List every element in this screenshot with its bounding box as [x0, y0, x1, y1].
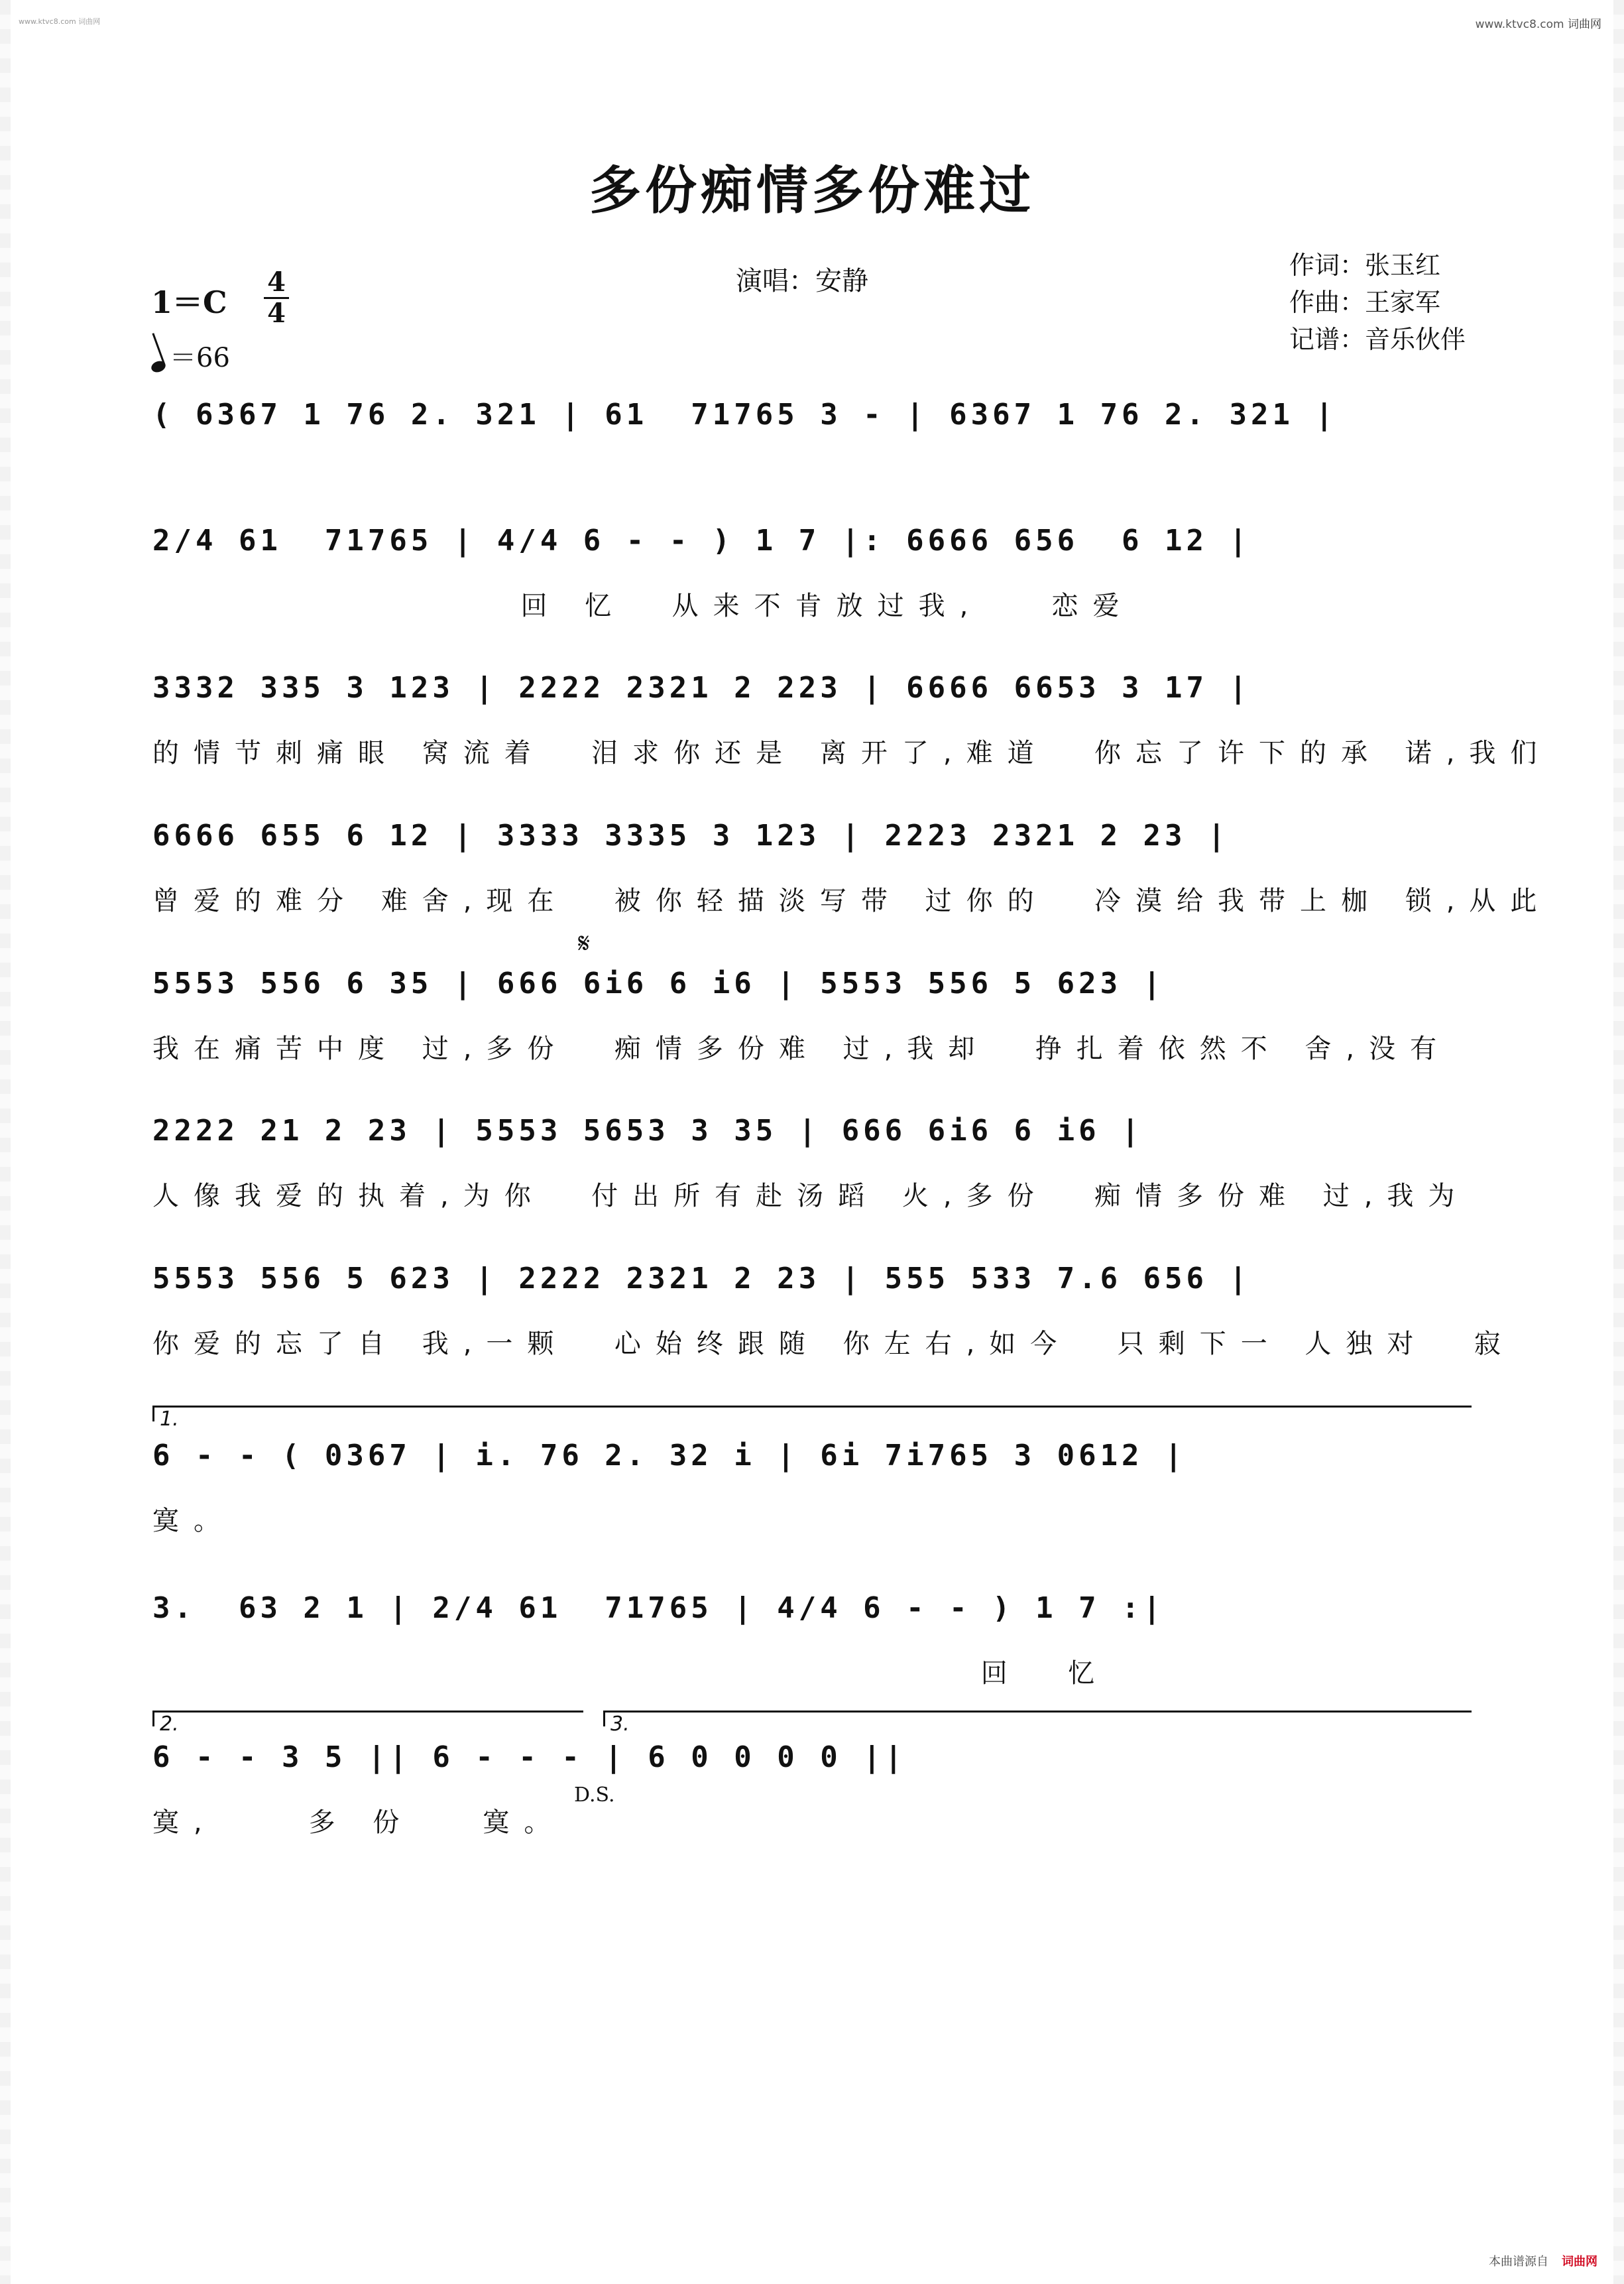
lyricist-credit: 作词：张玉红	[1289, 251, 1441, 280]
staff-row-6	[152, 1114, 1472, 1211]
notes-line: ( 6367 1 76 2. 321 | 61 71765 3 - | 6367 1 76 2. 321 |	[152, 398, 1337, 432]
staff-row-10	[152, 1740, 1472, 1838]
volta-2-bracket: 2.	[152, 1711, 583, 1726]
lyrics-line: 回 忆 从来不肯放过我, 恋爱	[152, 591, 1134, 621]
volta-3-bracket: 3.	[603, 1711, 1472, 1726]
notes-line: 5553 556 6 35 | 666 6i6 6 i6 | 5553 556 5 623 |	[152, 967, 1165, 1000]
left-watermark-strip	[0, 0, 11, 2284]
lyrics-line: 的情节刺痛眼 窝流着 泪求你还是 离开了,难道 你忘了许下的承 诺,我们	[152, 738, 1552, 768]
staff-row-8	[152, 1439, 1472, 1536]
footer-site-logo: 词曲网	[1562, 2255, 1597, 2269]
lyrics-line: 回 忆	[152, 1658, 1110, 1689]
footer-source-text: 本曲谱源自	[1489, 2255, 1548, 2269]
staff-row-1	[152, 398, 1472, 492]
top-right-watermark	[1476, 15, 1601, 31]
notes-line: 3332 335 3 123 | 2222 2321 2 223 | 6666 6653 3 17 |	[152, 671, 1251, 705]
notes-line: 3. 63 2 1 | 2/4 61 71765 | 4/4 6 - - ) 1 7 :|	[152, 1591, 1165, 1625]
staff-row-7	[152, 1262, 1515, 1359]
song-title: 多份痴情多份难过	[589, 160, 1035, 221]
time-signature-bottom: 4	[264, 297, 289, 328]
volta-1-bracket: 1.	[152, 1406, 1472, 1421]
lyrics-line: 寞。	[152, 1506, 235, 1536]
watermark-site: 词曲网	[1568, 18, 1601, 31]
lyrics-line: 寞, 多 份 寞。	[152, 1807, 565, 1838]
staff-row-4	[152, 819, 1552, 916]
quarter-note-icon	[150, 359, 167, 375]
time-signature-top: 4	[267, 267, 286, 298]
staff-row-3	[152, 671, 1552, 768]
key-signature: 1＝C	[151, 284, 227, 320]
right-watermark-strip	[1613, 0, 1624, 2284]
lyrics-line: 曾爱的难分 难舍,现在 被你轻描淡写带 过你的 冷漠给我带上枷 锁,从此	[152, 886, 1552, 916]
footer-source	[1489, 2252, 1597, 2269]
segno-sign: 𝄋	[578, 927, 591, 959]
staff-row-9	[152, 1591, 1472, 1689]
watermark-url: www.ktvc8.com	[1475, 18, 1564, 31]
notes-line: 6 - - 3 5 || 6 - - - | 6 0 0 0 0 ||	[152, 1740, 907, 1774]
lyrics-line: 我在痛苦中度 过,多份 痴情多份难 过,我却 挣扎着依然不 舍,没有	[152, 1034, 1452, 1064]
dal-segno-marking: D.S.	[574, 1783, 615, 1807]
notes-line: 6 - - ( 0367 | i. 76 2. 32 i | 6i 7i765 3 0612 |	[152, 1439, 1187, 1473]
notes-line: 2/4 61 71765 | 4/4 6 - - ) 1 7 |: 6666 656 6 12 |	[152, 524, 1251, 558]
time-signature	[264, 268, 289, 328]
notes-line: 2222 21 2 23 | 5553 5653 3 35 | 666 6i6 6 i6 |	[152, 1114, 1143, 1148]
staff-row-2	[152, 524, 1472, 621]
notes-line: 5553 556 5 623 | 2222 2321 2 23 | 555 533 7.6 656 |	[152, 1262, 1251, 1295]
credits-block	[1289, 247, 1466, 358]
top-left-watermark: www.ktvc8.com 词曲网	[19, 17, 101, 26]
composer-credit: 作曲：王家军	[1289, 288, 1441, 317]
lyrics-line	[152, 459, 1472, 492]
lyrics-line: 人像我爱的执着,为你 付出所有赴汤蹈 火,多份 痴情多份难 过,我为	[152, 1181, 1470, 1211]
lyrics-line: 你爱的忘了自 我,一颗 心始终跟随 你左右,如今 只剩下一 人独对 寂	[152, 1329, 1515, 1359]
tempo-value: ＝66	[170, 343, 230, 373]
singer-credit: 演唱：安静	[736, 266, 868, 296]
staff-row-5	[152, 967, 1472, 1064]
transcriber-credit: 记谱：音乐伙伴	[1289, 325, 1466, 354]
tempo-marking	[151, 337, 230, 375]
notes-line: 6666 655 6 12 | 3333 3335 3 123 | 2223 2321 2 23 |	[152, 819, 1230, 853]
